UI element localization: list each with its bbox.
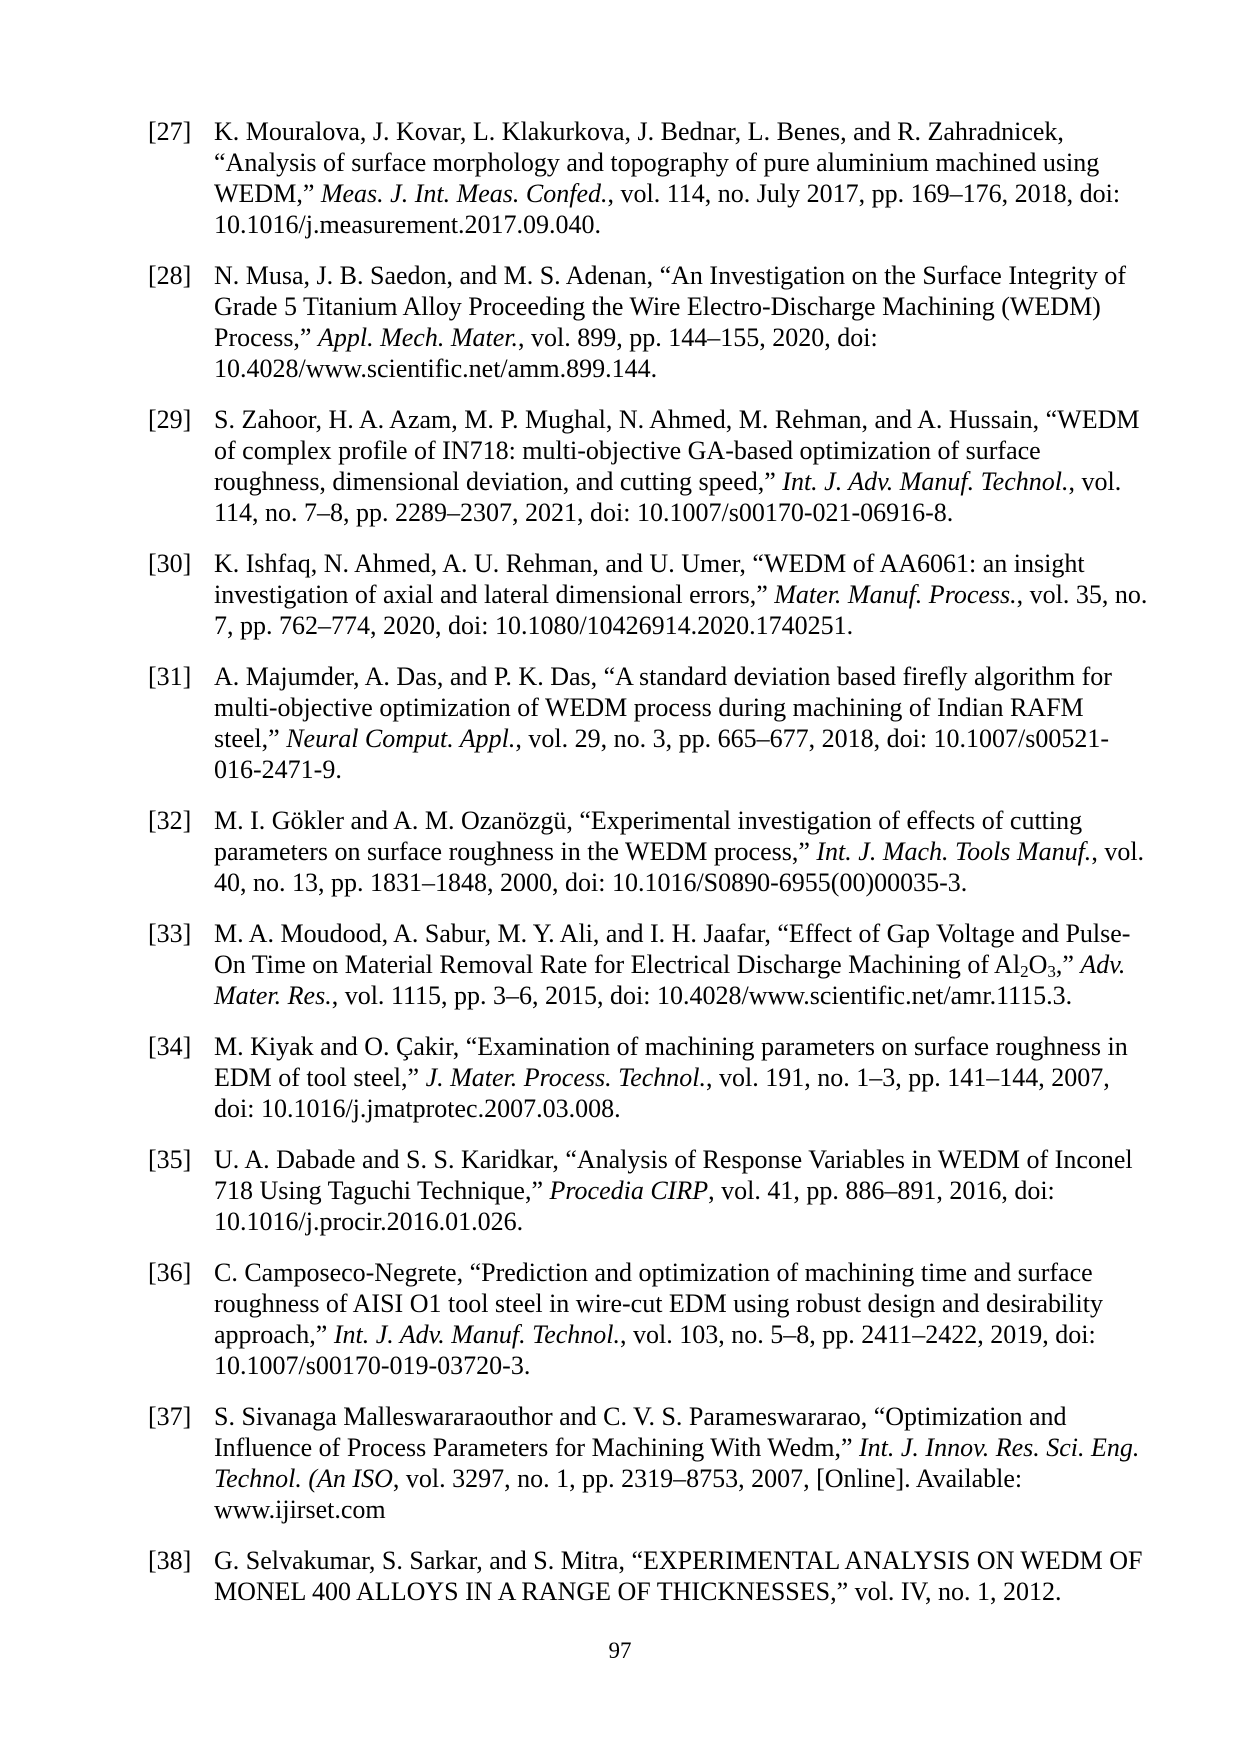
reference-number: [35] bbox=[148, 1145, 192, 1174]
reference-details: , vol. 114, no. July 2017, pp. 169–176, 2018, doi: 10.1016/j.measurement.2017.09.040. bbox=[214, 179, 1121, 239]
reference-number: [37] bbox=[148, 1402, 192, 1431]
reference-journal: Meas. J. Int. Meas. Confed. bbox=[320, 179, 608, 208]
reference-item bbox=[148, 1031, 1148, 1124]
reference-text bbox=[214, 116, 1148, 240]
reference-authors-title: M. Kiyak and O. Çakir, “Examination of machining parameters on surface roughness in EDM of tool steel,” bbox=[214, 1032, 1128, 1092]
reference-authors-title: U. A. Dabade and S. S. Karidkar, “Analysis of Response Variables in WEDM of Inconel 718 Using Taguchi Technique,” bbox=[214, 1145, 1133, 1205]
reference-item bbox=[148, 1401, 1148, 1525]
reference-journal: Appl. Mech. Mater. bbox=[317, 323, 518, 352]
reference-number: [34] bbox=[148, 1032, 192, 1061]
reference-journal: Int. J. Innov. Res. Sci. Eng. Technol. (An ISO bbox=[214, 1433, 1140, 1493]
reference-journal: Int. J. Mach. Tools Manuf. bbox=[816, 837, 1092, 866]
reference-text bbox=[214, 1144, 1148, 1237]
reference-details: , vol. 41, pp. 886–891, 2016, doi: 10.1016/j.procir.2016.01.026. bbox=[214, 1176, 1055, 1236]
reference-authors-title: K. Ishfaq, N. Ahmed, A. U. Rehman, and U. Umer, “WEDM of AA6061: an insight investigation of axial and lateral dimensional errors,” bbox=[214, 549, 1085, 609]
reference-item bbox=[148, 1144, 1148, 1237]
reference-journal: Procedia CIRP bbox=[549, 1176, 709, 1205]
reference-list bbox=[148, 116, 1148, 1627]
reference-item bbox=[148, 260, 1148, 384]
reference-text bbox=[214, 805, 1148, 898]
reference-title-close: ,” bbox=[1055, 950, 1081, 979]
reference-journal: J. Mater. Process. Technol. bbox=[425, 1063, 707, 1092]
reference-details: , vol. 899, pp. 144–155, 2020, doi: 10.4028/www.scientific.net/amm.899.144. bbox=[214, 323, 878, 383]
reference-number: [31] bbox=[148, 662, 192, 691]
reference-item bbox=[148, 1545, 1148, 1607]
reference-details: , vol. 1115, pp. 3–6, 2015, doi: 10.4028/www.scientific.net/amr.1115.3. bbox=[331, 981, 1073, 1010]
reference-text bbox=[214, 548, 1148, 641]
reference-number: [33] bbox=[148, 919, 192, 948]
reference-item bbox=[148, 116, 1148, 240]
reference-journal: Mater. Manuf. Process. bbox=[774, 580, 1017, 609]
reference-text bbox=[214, 661, 1148, 785]
reference-text bbox=[214, 404, 1148, 528]
reference-authors-title: N. Musa, J. B. Saedon, and M. S. Adenan, “An Investigation on the Surface Integrity of Grade 5 Titanium Alloy Proceeding the Wire Electro-Discharge Machining (WEDM) Process,” bbox=[214, 261, 1127, 352]
reference-journal: Int. J. Adv. Manuf. Technol. bbox=[782, 467, 1069, 496]
reference-details: , vol. 40, no. 13, pp. 1831–1848, 2000, doi: 10.1016/S0890-6955(00)00035-3. bbox=[214, 837, 1145, 897]
reference-item bbox=[148, 404, 1148, 528]
reference-journal: Adv. Mater. Res. bbox=[214, 950, 1126, 1010]
reference-details: , vol. 29, no. 3, pp. 665–677, 2018, doi: 10.1007/s00521-016-2471-9. bbox=[214, 724, 1110, 784]
reference-authors-title: M. A. Moudood, A. Sabur, M. Y. Ali, and I. H. Jaafar, “Effect of Gap Voltage and Pulse-On Time on Material Removal Rate for Electrical Discharge Machining of Al bbox=[214, 919, 1131, 979]
reference-text bbox=[214, 918, 1148, 1011]
reference-number: [30] bbox=[148, 549, 192, 578]
reference-number: [28] bbox=[148, 261, 192, 290]
reference-text bbox=[214, 1257, 1148, 1381]
reference-authors-title: K. Mouralova, J. Kovar, L. Klakurkova, J. Bednar, L. Benes, and R. Zahradnicek, “Analysis of surface morphology and topography of pure aluminium machined using WEDM,” bbox=[214, 117, 1100, 208]
reference-authors-title: A. Majumder, A. Das, and P. K. Das, “A standard deviation based firefly algorithm for multi-objective optimization of WEDM process during machining of Indian RAFM steel,” bbox=[214, 662, 1112, 753]
reference-number: [38] bbox=[148, 1546, 192, 1575]
reference-details: , vol. 3297, no. 1, pp. 2319–8753, 2007, [Online]. Available: www.ijirset.com bbox=[214, 1464, 1023, 1524]
reference-item bbox=[148, 1257, 1148, 1381]
reference-authors-title: S. Zahoor, H. A. Azam, M. P. Mughal, N. Ahmed, M. Rehman, and A. Hussain, “WEDM of complex profile of IN718: multi-objective GA-based optimization of surface roughness, dimensional deviation, and cutting speed,” bbox=[214, 405, 1140, 496]
reference-authors-title: M. I. Gökler and A. M. Ozanözgü, “Experimental investigation of effects of cutting parameters on surface roughness in the WEDM process,” bbox=[214, 806, 1083, 866]
reference-number: [27] bbox=[148, 117, 192, 146]
reference-authors-title: S. Sivanaga Malleswararaouthor and C. V. S. Parameswararao, “Optimization and Influence of Process Parameters for Machining With Wedm,” bbox=[214, 1402, 1067, 1462]
reference-item bbox=[148, 548, 1148, 641]
reference-number: [32] bbox=[148, 806, 192, 835]
page-number: 97 bbox=[608, 1638, 632, 1663]
reference-text bbox=[214, 1545, 1148, 1607]
reference-text bbox=[214, 1031, 1148, 1124]
reference-text bbox=[214, 1401, 1148, 1525]
reference-item bbox=[148, 918, 1148, 1011]
reference-authors-title: G. Selvakumar, S. Sarkar, and S. Mitra, “EXPERIMENTAL ANALYSIS ON WEDM OF MONEL 400 ALLOYS IN A RANGE OF THICKNESSES,” vol. IV, no. 1, 2012. bbox=[214, 1546, 1143, 1606]
reference-details: , vol. 114, no. 7–8, pp. 2289–2307, 2021, doi: 10.1007/s00170-021-06916-8. bbox=[214, 467, 1122, 527]
reference-details: , vol. 35, no. 7, pp. 762–774, 2020, doi: 10.1080/10426914.2020.1740251. bbox=[214, 580, 1148, 640]
formula-subscript: 2 bbox=[1020, 962, 1029, 981]
reference-authors-title: C. Camposeco-Negrete, “Prediction and optimization of machining time and surface roughness of AISI O1 tool steel in wire-cut EDM using robust design and desirability approach,” bbox=[214, 1258, 1103, 1349]
reference-item bbox=[148, 805, 1148, 898]
reference-item bbox=[148, 661, 1148, 785]
reference-journal: Int. J. Adv. Manuf. Technol. bbox=[333, 1320, 621, 1349]
formula-subscript: 3 bbox=[1047, 962, 1056, 981]
reference-number: [36] bbox=[148, 1258, 192, 1287]
reference-details: , vol. 191, no. 1–3, pp. 141–144, 2007, doi: 10.1016/j.jmatprotec.2007.03.008. bbox=[214, 1063, 1110, 1123]
reference-text bbox=[214, 260, 1148, 384]
reference-number: [29] bbox=[148, 405, 192, 434]
reference-details: , vol. 103, no. 5–8, pp. 2411–2422, 2019, doi: 10.1007/s00170-019-03720-3. bbox=[214, 1320, 1096, 1380]
formula-element: O bbox=[1028, 950, 1048, 979]
reference-journal: Neural Comput. Appl. bbox=[286, 724, 516, 753]
